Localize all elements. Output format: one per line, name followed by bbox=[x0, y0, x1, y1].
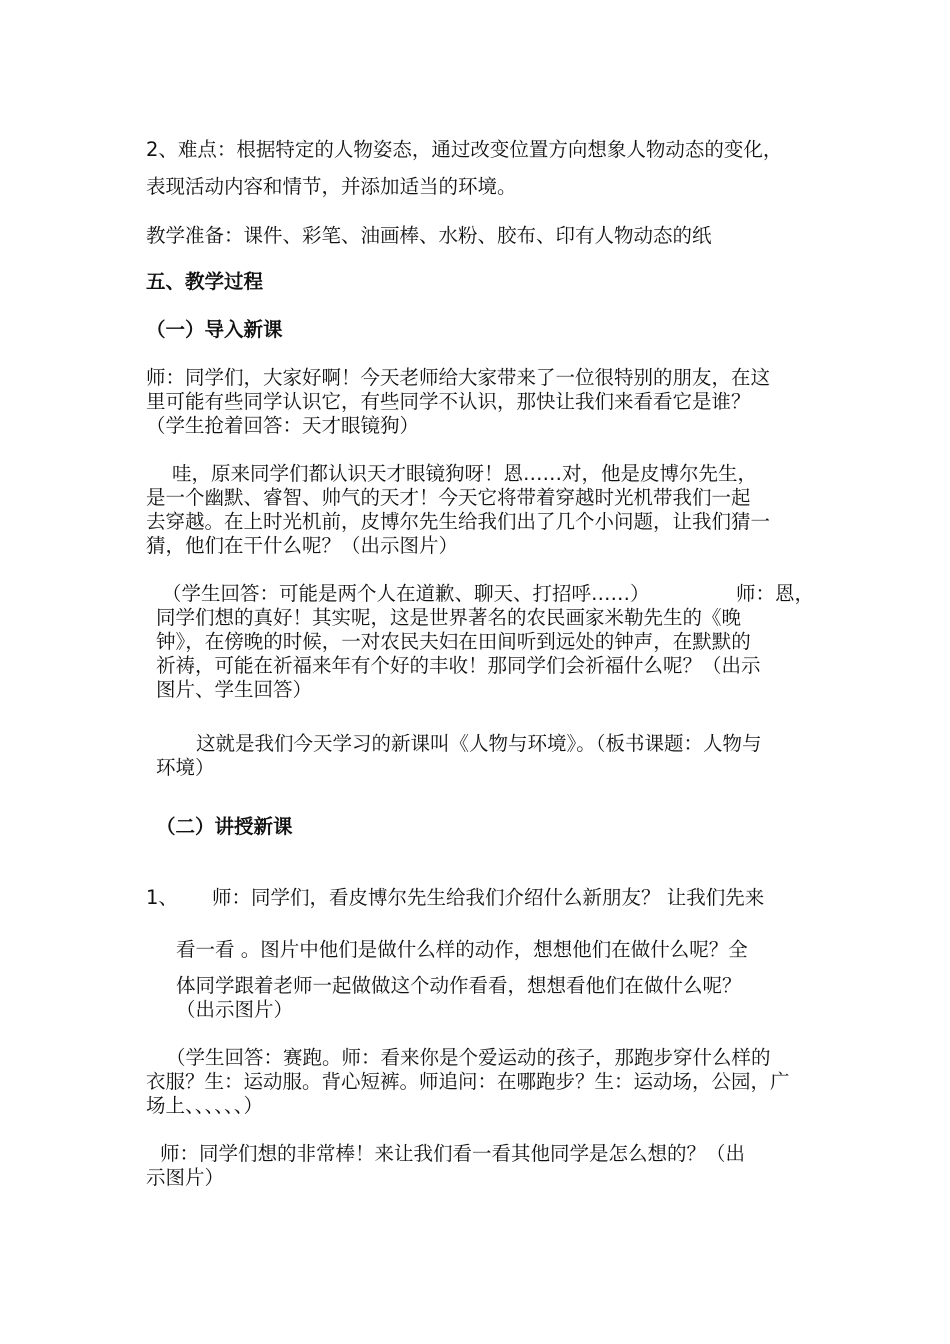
difficulty-line-1: 2、难点：根据特定的人物姿态，通过改变位置方向想象人物动态的变化， bbox=[146, 138, 783, 161]
list-item-line: 看一看 。图片中他们是做什么样的动作，想想他们在做什么呢？全 bbox=[176, 938, 748, 961]
list-item-line: （出示图片） bbox=[176, 998, 294, 1021]
paragraph-line: 师：恩， bbox=[736, 582, 815, 605]
paragraph-line: 环境） bbox=[156, 756, 215, 779]
paragraph-line: 是一个幽默、睿智、帅气的天才！今天它将带着穿越时光机带我们一起 bbox=[146, 486, 751, 509]
paragraph-line: 祈祷，可能在祈福来年有个好的丰收！那同学们会祈福什么呢？（出示 bbox=[156, 654, 761, 677]
paragraph-line: 去穿越。在上时光机前，皮博尔先生给我们出了几个小问题，让我们猜一 bbox=[146, 510, 771, 533]
paragraph-line: 图片、学生回答） bbox=[156, 678, 313, 701]
difficulty-line-2: 表现活动内容和情节，并添加适当的环境。 bbox=[146, 175, 517, 198]
list-item-line: 体同学跟着老师一起做做这个动作看看，想想看他们在做什么呢？ bbox=[176, 974, 742, 997]
teaching-preparation: 教学准备：课件、彩笔、油画棒、水粉、胶布、印有人物动态的纸 bbox=[146, 224, 712, 247]
paragraph-line: 猜，他们在干什么呢？（出示图片） bbox=[146, 534, 459, 557]
paragraph-line: （学生回答：赛跑。师：看来你是个爱运动的孩子，那跑步穿什么样的 bbox=[166, 1046, 771, 1069]
subsection-heading-new-lesson: （二）讲授新课 bbox=[156, 815, 293, 838]
section-heading-teaching-process: 五、教学过程 bbox=[146, 270, 264, 293]
paragraph-line: 哇，原来同学们都认识天才眼镜狗呀！恩……对，他是皮博尔先生， bbox=[172, 462, 758, 485]
paragraph-line: 场上、、、、、、） bbox=[146, 1094, 264, 1117]
paragraph-line: （学生回答：可能是两个人在道歉、聊天、打招呼……） bbox=[162, 582, 650, 605]
paragraph-line: 示图片） bbox=[146, 1166, 225, 1189]
paragraph-line: 师：同学们，大家好啊！今天老师给大家带来了一位很特别的朋友，在这 bbox=[146, 366, 771, 389]
paragraph-line: 衣服？生：运动服。背心短裤。师追问：在哪跑步？生：运动场，公园，广 bbox=[146, 1070, 790, 1093]
paragraph-line: 师：同学们想的非常棒！来让我们看一看其他同学是怎么想的？（出 bbox=[160, 1142, 746, 1165]
list-item-number: 1、 bbox=[146, 886, 178, 909]
paragraph-line: 同学们想的真好！其实呢，这是世界著名的农民画家米勒先生的《晚 bbox=[156, 606, 742, 629]
paragraph-line: 钟》，在傍晚的时候，一对农民夫妇在田间听到远处的钟声，在默默的 bbox=[156, 630, 751, 653]
list-item-line: 师：同学们，看皮博尔先生给我们介绍什么新朋友？ 让我们先来 bbox=[212, 886, 765, 909]
paragraph-line: （学生抢着回答：天才眼镜狗） bbox=[146, 414, 420, 437]
paragraph-line: 里可能有些同学认识它，有些同学不认识，那快让我们来看看它是谁？ bbox=[146, 390, 751, 413]
paragraph-line: 这就是我们今天学习的新课叫《人物与环境》。（板书课题：人物与 bbox=[196, 732, 762, 755]
subsection-heading-intro: （一）导入新课 bbox=[146, 318, 283, 341]
